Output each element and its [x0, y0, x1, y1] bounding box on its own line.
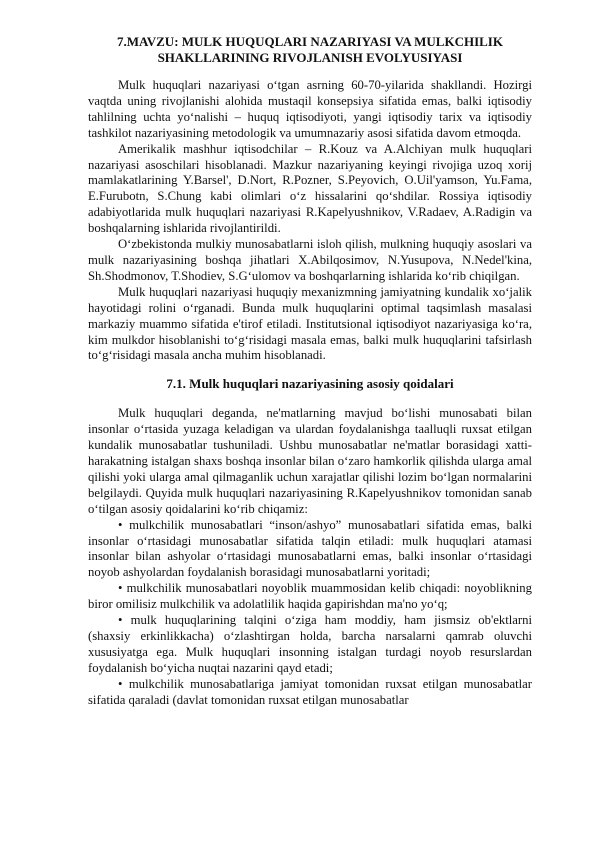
bullet-item-3: • mulk huquqlarining talqini o‘ziga ham moddiy, ham jismsiz ob'ektlarni (shaxsiy erkinlikkacha) o‘zlashtirgan holda, barcha narsalarni qamrab oluvchi xususiyatga ega. Mulk huquqlari insonning istalgan turdagi noyob resurslardan foydalanish bo‘yicha nuqtai nazarini qayd etadi;: [88, 613, 532, 677]
bullet-item-4: • mulkchilik munosabatlariga jamiyat tomonidan ruxsat etilgan munosabatlar sifatida qaraladi (davlat tomonidan ruxsat etilgan munosabatlar: [88, 677, 532, 709]
intro-paragraph-1: Mulk huquqlari nazariyasi o‘tgan asrning 60-70-yilarida shakllandi. Hozirgi vaqtda uning rivojlanishi alohida mustaqil konsepsiya sifatida emas, balki iqtisodiy tahlilning uchta yo‘nalishi – huquq iqtisodiyoti, yangi iqtisodiy tarix va iqtisodiy tashkilot nazariyasining metodologik va umumnazariy asosi sifatida davom etmoqda.: [88, 78, 532, 140]
intro-paragraph-4: Mulk huquqlari nazariyasi huquqiy mexanizmning jamiyatning kundalik xo‘jalik hayotidagi rolini o‘rganadi. Bunda mulk huquqlarini optimal taqsimlash masalasi markaziy muammo sifatida e'tirof etiladi. Institutsional iqtisodiyot nazariyasiga ko‘ra, kim mulkdor hisoblanishi to‘g‘risidagi masala emas, balki mulk huquqlarini tafsirlash to‘g‘risidagi masala ancha muhim hisoblanadi.: [88, 284, 532, 363]
intro-paragraph-2: Amerikalik mashhur iqtisodchilar – R.Kouz va A.Alchiyan mulk huquqlari nazariyasi asoschilari hisoblanadi. Mazkur nazariyaning keyingi rivojiga uzoq xorij mamlakatlarining Y.Barsel', D.Nort, R.Pozner, S.Peyovich, O.Uil'yamson, Yu.Fama, E.Furubotn, S.Chung kabi olimlari o‘z hissalarini qo‘shdilar. Rossiya iqtisodiy adabiyotlarida mulk huquqlari nazariyasi R.Kapelyushnikov, V.Radaev, A.Radigin va boshqalarning ishlarida rivojlantirildi.: [88, 141, 532, 236]
chapter-title: [88, 34, 532, 66]
chapter-title-line-2: SHAKLLARINING RIVOJLANISH EVOLYUSIYASI: [157, 50, 463, 65]
bullet-item-1: • mulkchilik munosabatlari “inson/ashyo” munosabatlari sifatida emas, balki insonlar o‘rtasidagi munosabatlar sifatida talqin etiladi: mulk huquqlari atamasi insonlar bilan ashyolar o‘rtasidagi munosabatlarni emas, balki insonlar o‘rtasidagi noyob ashyolardan foydalanish borasidagi munosabatlarni yoritadi;: [88, 518, 532, 582]
bullet-item-2: • mulkchilik munosabatlari noyoblik muammosidan kelib chiqadi: noyoblikning biror omilisiz mulkchilik va adolatlilik haqida gapirishdan ma'no yo‘q;: [88, 581, 532, 613]
section-paragraph: Mulk huquqlari deganda, ne'matlarning mavjud bo‘lishi munosabati bilan insonlar o‘rtasida yuzaga keladigan va ulardan foydalanishga taalluqli ruxsat etilgan kundalik munosabatlar tushuniladi. Ushbu munosabatlar ne'matlar borasidagi xatti-harakatning istalgan shaxs boshqa insonlar bilan o‘zaro hamkorlik qilishda ularga amal qilishi yoki ularga amal qilmaganlik uchun xarajatlar qilishi lozim bo‘lgan normalarini belgilaydi. Quyida mulk huquqlari nazariyasining R.Kapelyushnikov tomonidan sanab o‘tilgan asosiy qoidalarini ko‘rib chiqamiz:: [88, 406, 532, 516]
section-title: 7.1. Mulk huquqlari nazariyasining asosiy qoidalari: [166, 376, 454, 392]
intro-paragraph-3: O‘zbekistonda mulkiy munosabatlarni isloh qilish, mulkning huquqiy asoslari va mulk nazariyasining boshqa jihatlari X.Abilqosimov, N.Yusupova, N.Nedel'kina, Sh.Shodmonov, T.Shodiev, S.G‘ulomov va boshqarlarning ishlarida ko‘rib chiqilgan.: [88, 237, 532, 283]
chapter-title-line-1: 7.MAVZU: MULK HUQUQLARI NAZARIYASI VA MULKCHILIK: [117, 34, 503, 49]
